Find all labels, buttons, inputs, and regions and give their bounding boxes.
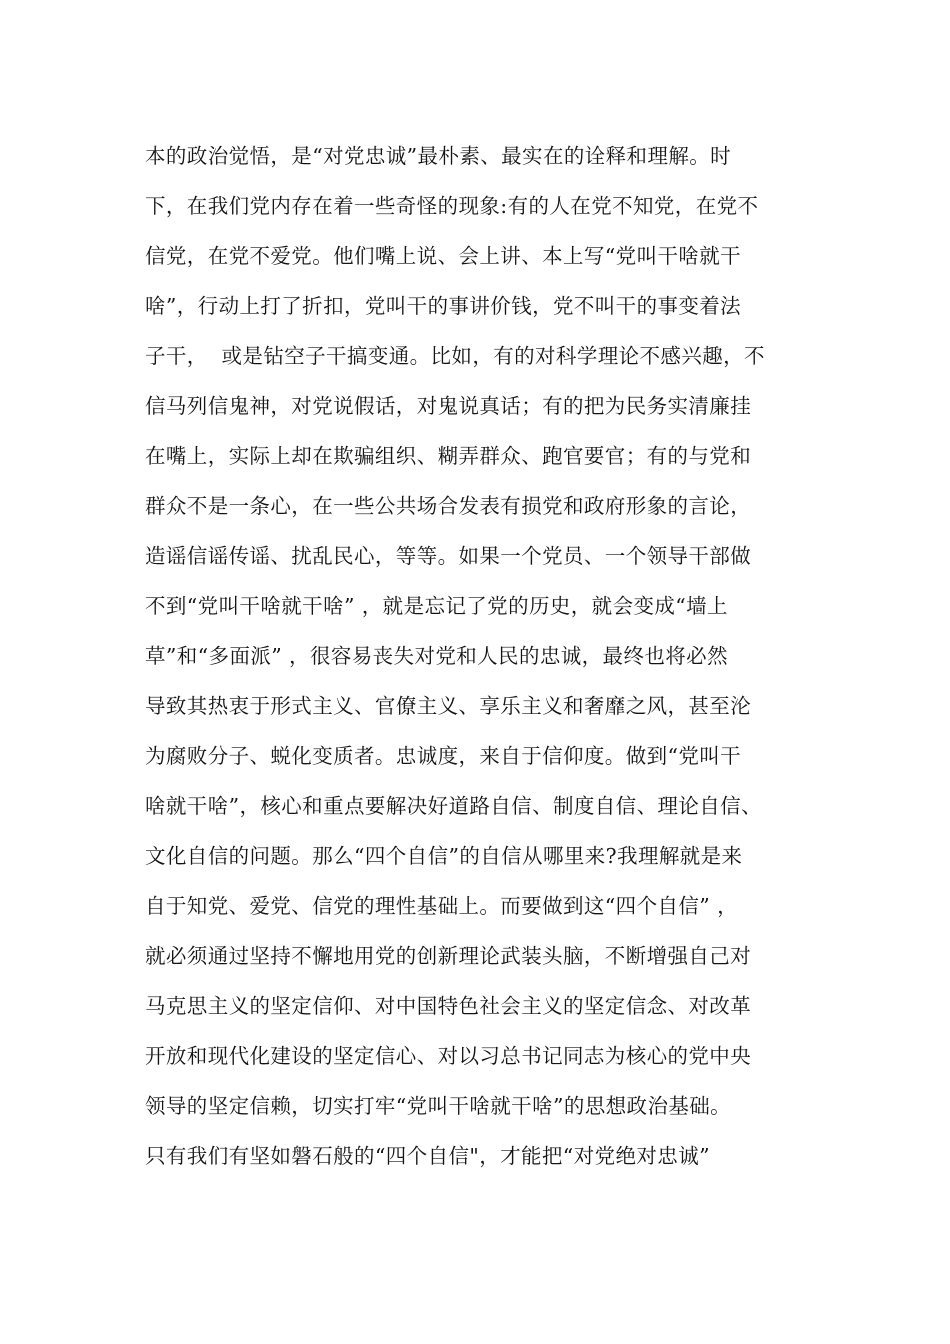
text-line: 不到“党叫干啥就干啥” ，就是忘记了党的历史，就会变成“墙上 bbox=[145, 594, 728, 618]
text-line: 自于知党、爱党、信党的理性基础上。而要做到这“四个自信” ， bbox=[145, 894, 738, 918]
text-line: 信马列信鬼神，对党说假话，对鬼说真话；有的把为民务实清廉挂 bbox=[145, 394, 752, 418]
text-line: 本的政治觉悟，是“对党忠诚”最朴素、最实在的诠释和理解。时 bbox=[145, 144, 732, 168]
text-line: 子干， 或是钻空子干搞变通。比如，有的对科学理论不感兴趣，不 bbox=[145, 344, 765, 368]
text-line: 信党，在党不爱党。他们嘴上说、会上讲、本上写“党叫干啥就干 bbox=[145, 244, 742, 268]
text-line: 开放和现代化建设的坚定信心、对以习总书记同志为核心的党中央 bbox=[145, 1044, 752, 1068]
text-line: 只有我们有坚如磐石般的“四个自信"，才能把“对党绝对忠诚” bbox=[145, 1144, 710, 1168]
text-line: 文化自信的问题。那么“四个自信”的自信从哪里来?我理解就是来 bbox=[145, 844, 743, 868]
text-line: 群众不是一条心，在一些公共场合发表有损党和政府形象的言论， bbox=[145, 494, 752, 518]
text-line: 啥”，行动上打了折扣，党叫干的事讲价钱，党不叫干的事变着法 bbox=[145, 294, 742, 318]
text-line: 领导的坚定信赖，切实打牢“党叫干啥就干啥”的思想政治基础。 bbox=[145, 1094, 732, 1118]
text-line: 导致其热衷于形式主义、官僚主义、享乐主义和奢靡之风，甚至沦 bbox=[145, 694, 752, 718]
text-line: 啥就干啥”，核心和重点要解决好道路自信、制度自信、理论自信、 bbox=[145, 794, 762, 818]
text-line: 在嘴上，实际上却在欺骗组织、糊弄群众、跑官要官；有的与党和 bbox=[145, 444, 752, 468]
text-line: 下，在我们党内存在着一些奇怪的现象:有的人在党不知党，在党不 bbox=[145, 194, 759, 218]
text-line: 造谣信谣传谣、扰乱民心，等等。如果一个党员、一个领导干部做 bbox=[145, 544, 752, 568]
text-line: 就必须通过坚持不懈地用党的创新理论武装头脑，不断增强自己对 bbox=[145, 944, 752, 968]
text-line: 草”和“多面派” ，很容易丧失对党和人民的忠诚，最终也将必然 bbox=[145, 644, 728, 668]
text-line: 马克思主义的坚定信仰、对中国特色社会主义的坚定信念、对改革 bbox=[145, 994, 752, 1018]
text-line: 为腐败分子、蜕化变质者。忠诚度，来自于信仰度。做到“党叫干 bbox=[145, 744, 742, 768]
body-text bbox=[145, 131, 815, 1181]
